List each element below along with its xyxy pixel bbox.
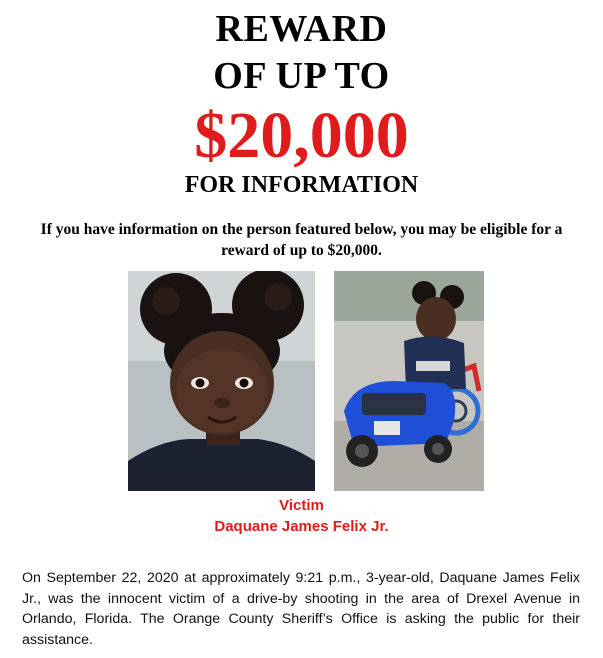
headline-for-information: FOR INFORMATION [184, 172, 419, 198]
intro-text: If you have information on the person featured below, you may be eligible for a reward of up to $20,000. [40, 221, 563, 259]
headline-up-to: OF UP TO [213, 55, 390, 97]
reward-amount: $20,000 [194, 99, 409, 172]
victim-name: Daquane James Felix Jr. [214, 518, 389, 535]
victim-toy-car-photo [334, 271, 484, 491]
victim-label: Victim [279, 497, 324, 514]
headline-reward: REWARD [215, 8, 388, 50]
victim-portrait-photo [128, 271, 315, 491]
incident-description: On September 22, 2020 at approximately 9:21 p.m., 3-year-old, Daquane James Felix Jr., was the innocent victim of a drive-by shooting in the area of Drexel Avenue in Orlando, Florida. The Orange County Sheriff’s Office is asking the public for their assistance. [22, 570, 580, 648]
